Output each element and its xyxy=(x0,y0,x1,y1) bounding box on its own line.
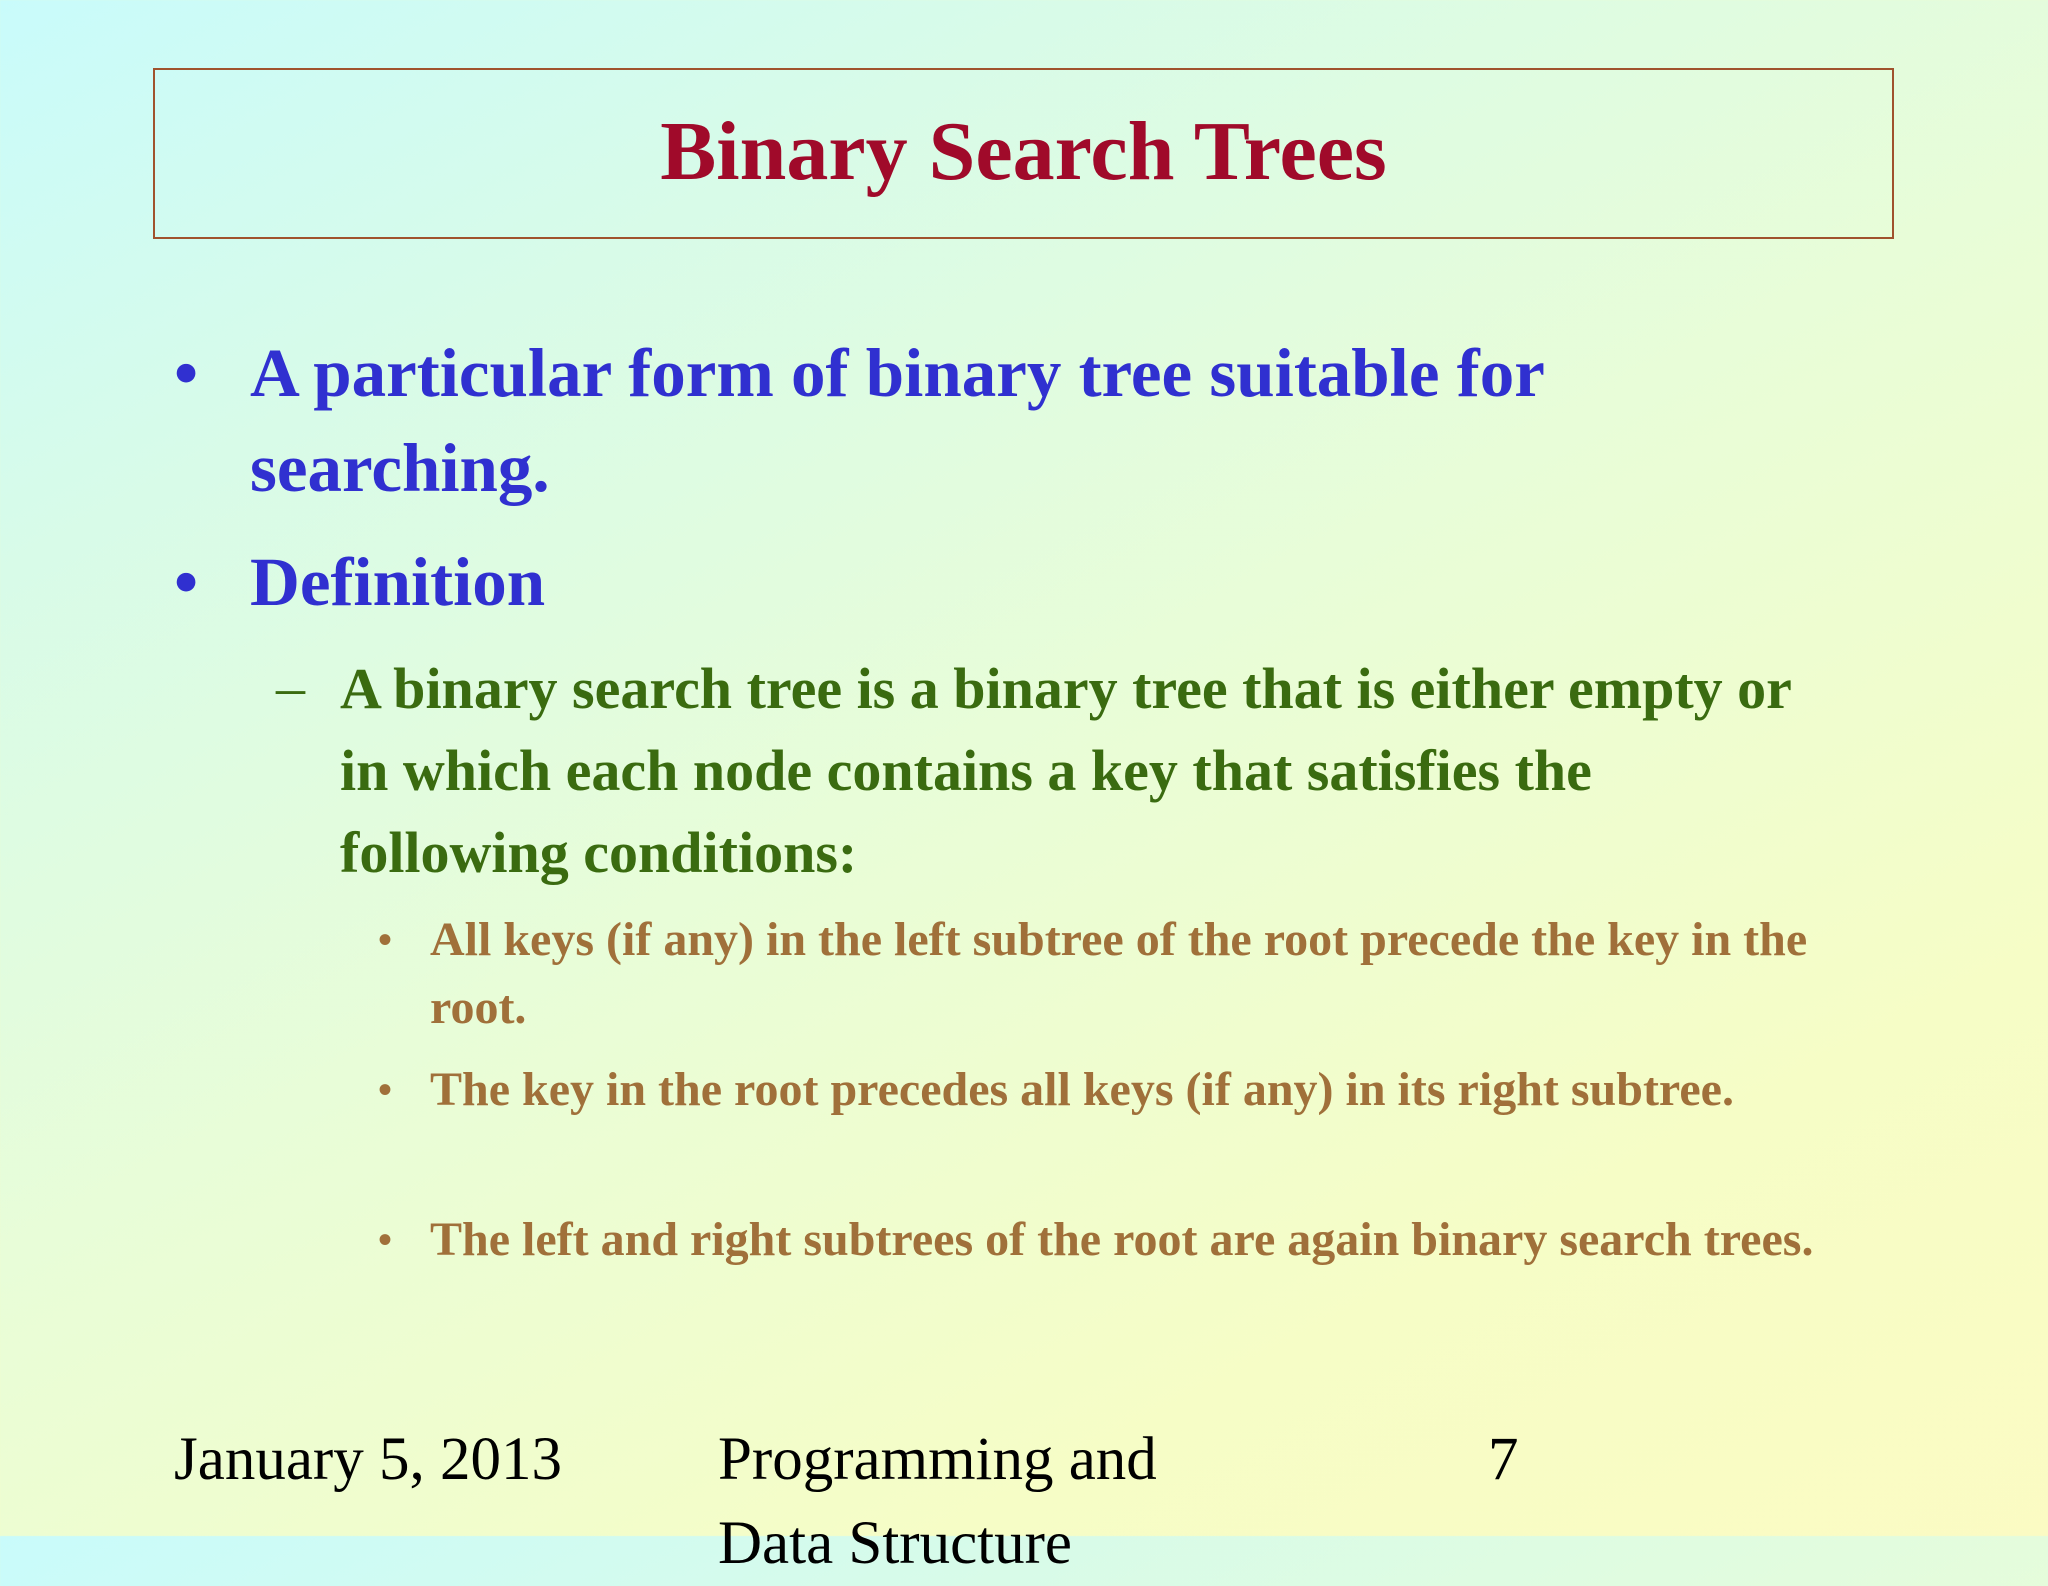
footer-course-title: Programming and Data Structure xyxy=(718,1426,1157,1577)
bullet-marker: • xyxy=(378,917,393,962)
slide-title: Binary Search Trees xyxy=(660,104,1387,198)
condition-text: All keys (if any) in the left subtree of the root precede the key in the root. xyxy=(430,913,1808,1034)
bullet-marker: • xyxy=(378,1217,393,1262)
bullet-marker: • xyxy=(378,1067,393,1112)
bullet-text: Definition xyxy=(250,544,546,620)
condition-text: The key in the root precedes all keys (if any) in its right subtree. xyxy=(430,1063,1734,1116)
bullet-item-definition xyxy=(174,535,1810,630)
bullet-text: A particular form of binary tree suitable for searching. xyxy=(250,335,1544,506)
footer-page-number: 7 xyxy=(1488,1426,1519,1493)
definition-text: A binary search tree is a binary tree that is either empty or in which each node contains a key that satisfies the following conditions: xyxy=(340,656,1791,885)
condition-item-left-subtree xyxy=(378,906,1850,1042)
bullet-marker: • xyxy=(174,335,199,411)
title-box xyxy=(153,68,1894,239)
dash-marker: – xyxy=(276,654,305,719)
condition-item-recursive xyxy=(378,1206,1850,1274)
bullet-marker: • xyxy=(174,544,199,620)
condition-item-right-subtree xyxy=(378,1056,1850,1124)
definition-item xyxy=(276,648,1820,894)
condition-text: The left and right subtrees of the root are again binary search trees. xyxy=(430,1213,1814,1266)
bullet-item-particular-form xyxy=(174,326,1810,516)
footer-date: January 5, 2013 xyxy=(174,1426,562,1493)
